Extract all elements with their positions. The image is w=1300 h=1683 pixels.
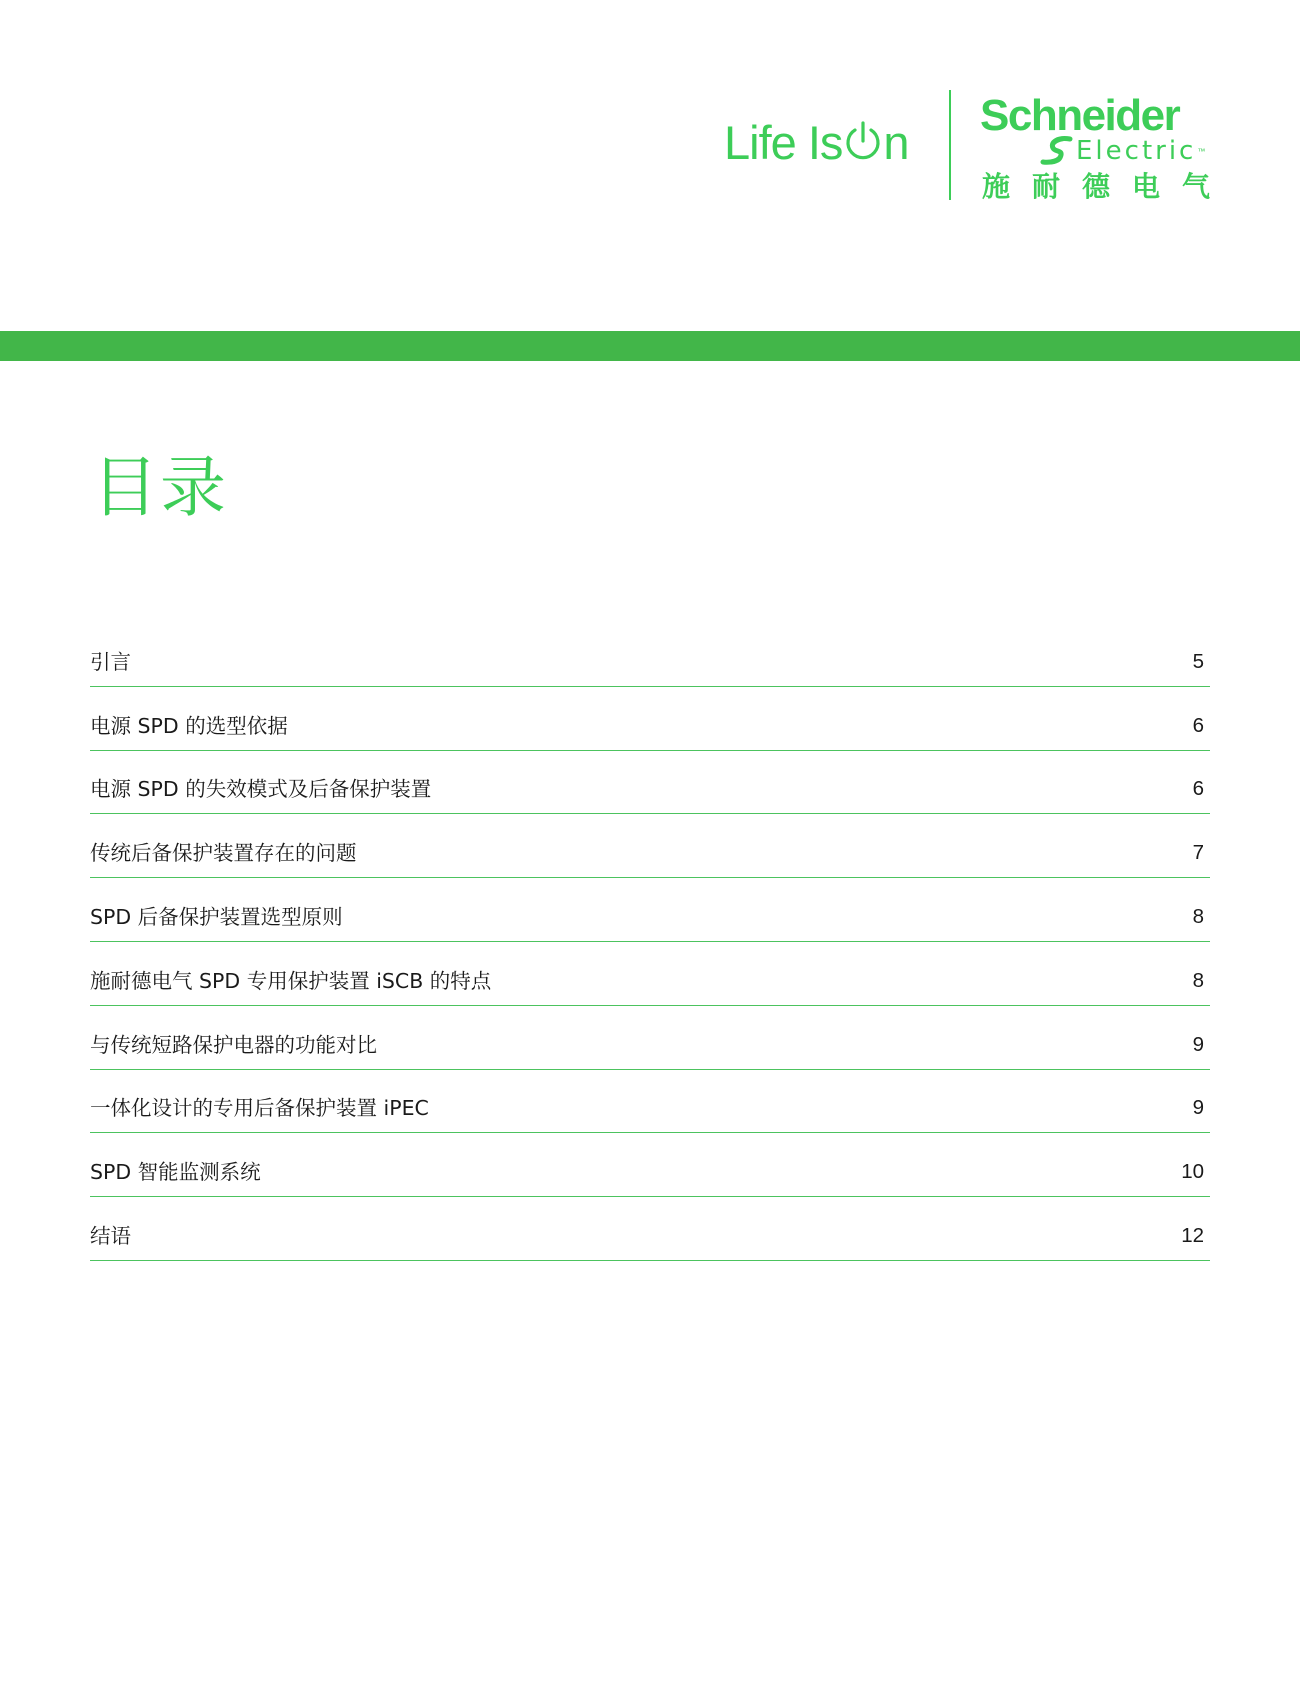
toc-entry-introduction[interactable] — [90, 623, 1210, 687]
toc-entry-traditional-problems[interactable] — [90, 814, 1210, 878]
toc-entry-label: 引言 — [90, 649, 131, 674]
toc-entry-label: SPD 后备保护装置选型原则 — [90, 904, 343, 929]
toc-entry-page: 8 — [1192, 904, 1204, 928]
table-of-contents — [90, 623, 1210, 1261]
schneider-logo-mark-icon — [1040, 136, 1074, 166]
toc-entry-conclusion[interactable] — [90, 1197, 1210, 1261]
page-title: 目录 — [92, 449, 228, 526]
toc-entry-label: 传统后备保护装置存在的问题 — [90, 841, 357, 866]
toc-entry-failure-modes[interactable] — [90, 751, 1210, 815]
power-icon — [844, 121, 882, 163]
toc-entry-page: 10 — [1181, 1160, 1204, 1184]
tagline-text-start: Life Is — [724, 115, 843, 169]
toc-entry-selection-principles[interactable] — [90, 878, 1210, 942]
toc-entry-label: 电源 SPD 的选型依据 — [90, 713, 288, 738]
brand-chinese-name: 施耐德电气 — [982, 170, 1233, 203]
schneider-electric-logo — [980, 91, 1233, 204]
tagline-text-end: n — [883, 115, 909, 169]
toc-entry-page: 6 — [1192, 777, 1204, 801]
toc-entry-label: 与传统短路保护电器的功能对比 — [90, 1032, 377, 1057]
toc-entry-page: 6 — [1192, 713, 1204, 737]
toc-entry-label: 一体化设计的专用后备保护装置 iPEC — [90, 1096, 429, 1121]
toc-entry-page: 5 — [1192, 649, 1204, 673]
toc-entry-ipec[interactable] — [90, 1070, 1210, 1134]
tagline — [724, 112, 909, 172]
toc-entry-function-comparison[interactable] — [90, 1006, 1210, 1070]
toc-entry-page: 8 — [1192, 968, 1204, 992]
brand-trademark: ™ — [1197, 146, 1206, 156]
toc-entry-iscb-features[interactable] — [90, 942, 1210, 1006]
toc-entry-monitoring-system[interactable] — [90, 1133, 1210, 1197]
toc-entry-page: 7 — [1192, 841, 1204, 865]
toc-entry-label: 结语 — [90, 1223, 131, 1248]
toc-entry-page: 9 — [1192, 1096, 1204, 1120]
brand-sub: Electric — [1076, 136, 1197, 166]
green-banner-bar — [0, 331, 1300, 361]
toc-entry-selection-basis[interactable] — [90, 687, 1210, 751]
toc-entry-page: 9 — [1192, 1032, 1204, 1056]
page-header — [0, 0, 1300, 300]
toc-entry-label: SPD 智能监测系统 — [90, 1160, 261, 1185]
brand-sub-row — [1040, 136, 1205, 166]
brand-name: Schneider — [980, 91, 1180, 140]
toc-entry-page: 12 — [1181, 1223, 1204, 1247]
toc-entry-label: 施耐德电气 SPD 专用保护装置 iSCB 的特点 — [90, 968, 492, 993]
header-divider — [949, 90, 951, 200]
toc-entry-label: 电源 SPD 的失效模式及后备保护装置 — [90, 777, 432, 802]
